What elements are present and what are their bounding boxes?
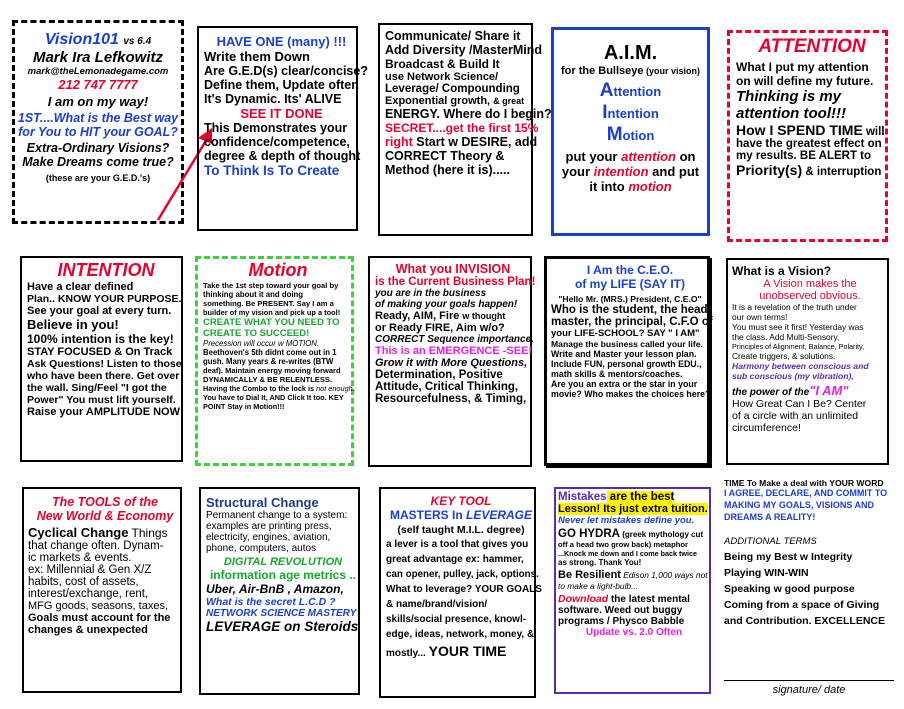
card4-l2b: intention (593, 164, 649, 179)
card7-line14: POINT Stay in Motion!!! (203, 402, 285, 411)
card-what-is-vision (726, 258, 889, 465)
card7-line5: CREATE WHAT YOU NEED TO (203, 317, 340, 328)
card2-line1: Write them Down (204, 49, 310, 64)
card12-line7: Uber, Air-BnB , Amazon, (206, 582, 344, 596)
card1-email: mark@theLemonadegame.com (27, 66, 169, 77)
card7-line10: deaf). Maintain energy moving forward (203, 366, 341, 375)
card4-l3b: motion (628, 179, 672, 194)
card12-line3: electricity, engines, aviation, (206, 532, 331, 543)
card10-line4: the class. Add Multi-Sensory, (732, 332, 840, 342)
card12-title: Structural Change (206, 495, 319, 510)
card3-line8: SECRET....get the first 15% (385, 121, 539, 135)
card5-line1: What I put my attention (736, 60, 869, 74)
card10-red1: A Vision makes the (763, 278, 857, 290)
card10-red2: unobserved obvious. (759, 290, 861, 302)
card13-line1: (self taught M.I.L. degree) (397, 524, 525, 536)
card3-line11: Method (here it is)..... (385, 163, 511, 177)
card7-title: Motion (248, 260, 308, 280)
card6-line10: Power" You must lift yourself. (27, 394, 176, 406)
card6-title: INTENTION (57, 260, 155, 280)
card11-line7: MFG goods, seasons, taxes, (28, 600, 169, 612)
card3-line9b: Start w DESIRE, add (412, 135, 538, 149)
card9-line1: "Hello Mr. (MRS.) President, C.E.O" (558, 294, 702, 304)
card13-line6: & name/brand/vision/ (386, 599, 488, 610)
card3-line2: Add Diversity /MasterMind (385, 43, 542, 57)
card10-line12: circumference! (732, 422, 801, 434)
card15-line3: MAKING MY GOALS, VISIONS AND (724, 500, 875, 510)
card12-line1: Permanent change to a system: (206, 510, 348, 521)
card9-title2: of my LIFE (SAY IT) (574, 277, 685, 291)
card14-line6a: Be Resilient (558, 569, 621, 581)
card11-line5: habits, cost of assets, (28, 576, 139, 588)
card14-line11: Update vs. 2.0 Often (585, 627, 683, 638)
card1-line6: (these are your G.E.D.'s) (45, 173, 151, 183)
card-intention (20, 256, 183, 462)
card14-t2: are the best (606, 491, 675, 503)
card14-t3: Lesson! Its just extra tuition. (558, 503, 708, 515)
card12-line8: What is the secret L.C.D ? (206, 596, 336, 608)
card14-t1: Mistakes (558, 491, 607, 503)
card10-line9a: the power of the (732, 387, 810, 398)
card-communicate (378, 23, 552, 236)
card9-line7: Include FUN, personal growth EDU., (551, 359, 702, 369)
card8-line2: of making your goals happen! (375, 299, 518, 310)
card8-line8: Determination, Positive (375, 369, 503, 381)
card11-line3: ic markets & events. (28, 552, 132, 564)
card3-line1: Communicate/ Share it (385, 29, 521, 43)
card5-line5b: will (862, 126, 885, 138)
card9-line8: math skills & mentors/coaches. (551, 369, 683, 379)
card7-line1: Take the 1st step toward your goal by (203, 281, 339, 290)
card6-line7: Ask Questions! Listen to those (27, 358, 182, 370)
card1-version: vs 6.4 (123, 36, 152, 47)
card2-title: HAVE ONE (many) !!! (216, 34, 347, 49)
signature-label: signature/ date (772, 684, 846, 696)
card14-line4: ...Knock me down and I come back twice (558, 549, 697, 558)
card9-line4: your LIFE-SCHOOL? SAY " I AM" (551, 328, 700, 339)
card14-line1: Never let mistakes define you. (558, 515, 695, 526)
card9-title1: I Am the C.E.O. (586, 263, 674, 277)
card7-line7: Precession will occur w MOTION. (203, 339, 320, 348)
card2-line9: To Think Is To Create (204, 163, 340, 178)
card7-line2: thinking about it and doing (203, 290, 304, 299)
card15-line8: Speaking w good purpose (724, 583, 855, 595)
card1-phone: 212 747 7777 (58, 77, 138, 92)
card5-title: ATTENTION (758, 36, 866, 57)
card2-line7: confidence/competence, (204, 135, 350, 149)
card14-line10: programs / Physco Babble (558, 616, 685, 627)
card3-line7: ENERGY. Where do I begin? (385, 107, 552, 121)
card1-line1: I am on my way! (47, 94, 149, 109)
card13-line9b: YOUR TIME (428, 643, 507, 659)
card10-line6: Create triggers, & solutions. (732, 351, 836, 361)
card12-line4: phone, computers, autos (206, 543, 317, 554)
card-commitment (724, 478, 898, 704)
card2-line2: Are G.E.D(s) clear/concise? (204, 64, 368, 78)
card4-l1b: attention (621, 149, 676, 164)
card2-line6: This Demonstrates your (204, 121, 348, 135)
card8-line3b: w thought (462, 311, 506, 321)
card3-line4: use Network Science/ (385, 71, 499, 83)
card15-line9: Coming from a space of Giving (724, 599, 880, 611)
card5-line3: Thinking is my (736, 88, 842, 105)
card8-line4: or Ready FIRE, Aim w/o? (375, 322, 505, 334)
card8-line10: Resourcefulness, & Timing, (375, 393, 527, 405)
card10-line2: our own terms! (732, 312, 788, 322)
card3-line3: Broadcast & Build It (385, 57, 500, 71)
card1-line4: Extra-Ordinary Visions? (26, 141, 170, 155)
card7-line4: builder of my vision and pick up a tool! (203, 308, 341, 317)
card5-line8b: & interruption (802, 166, 882, 178)
card13-line9a: mostly... (386, 648, 429, 659)
card11-line9: changes & unexpected (28, 624, 148, 636)
card14-line6b: Edison 1,000 ways not (620, 570, 708, 580)
card-motion (195, 256, 354, 466)
card12-line10: LEVERAGE on Steroids (206, 619, 359, 634)
card4-i-rest: ntention (607, 106, 659, 121)
card-mistakes (554, 487, 711, 694)
card13-title1: KEY TOOL (430, 494, 492, 508)
card3-line6b: & great (493, 96, 525, 106)
card6-line4: Believe in you! (27, 317, 119, 332)
card10-line10: How Great Can I Be? Center (732, 398, 867, 410)
card10-line11: of a circle with an unlimited (732, 410, 859, 422)
card7-line9: gush. Many years & re-writes (BTW (203, 357, 334, 366)
card2-line8: degree & depth of thought (204, 149, 361, 163)
card1-title: Vision101 (44, 31, 119, 48)
card14-line7: to make a light-bulb... (558, 581, 639, 591)
card4-a-initial: A (599, 80, 614, 101)
card-attention (727, 30, 888, 242)
card2-line3: Define them, Update often (204, 78, 359, 92)
card9-line2: Who is the student, the head (551, 304, 708, 316)
card11-line1b: Things (128, 526, 168, 540)
card13-line5: What to leverage? YOUR GOALS (386, 584, 542, 595)
card7-line6: CREATE TO SUCCEED! (203, 328, 310, 339)
card11-line4: ex: Millennial & Gen X/Z (28, 564, 152, 576)
card15-line5: ADDITIONAL TERMS (724, 536, 817, 547)
card11-line6: interest/exchange, rent, (28, 588, 149, 600)
card8-line1: you are in the business (375, 288, 487, 299)
card3-line6a: Exponential growth, (385, 95, 494, 107)
card13-line4: can opener, pulley, jack, options. (386, 569, 539, 580)
card7-line13: You have to Dial It, AND Click It too. KEY (203, 393, 344, 402)
card6-line6: STAY FOCUSED & On Track (27, 346, 173, 358)
card13-title2b: LEVERAGE (466, 508, 533, 522)
card5-line8a: Priority(s) (736, 162, 803, 178)
card1-author: Mark Ira Lefkowitz (32, 49, 164, 66)
card3-line10: CORRECT Theory & (385, 149, 505, 163)
card15-line1: TIME To Make a deal with YOUR WORD (724, 478, 884, 488)
card4-l1a: put your (565, 149, 622, 164)
card13-line2: a lever is a tool that gives you (386, 539, 529, 550)
card14-line2b: (greek mythology cut (619, 530, 704, 539)
card12-line6: information age metrics .. (209, 568, 357, 582)
card3-line9a: right (385, 135, 413, 149)
card1-line5: Make Dreams come true? (22, 155, 174, 169)
card3-line5: Leverage/ Compounding (385, 83, 520, 95)
card9-line10: movie? Who makes the choices here? (551, 389, 711, 399)
card5-line2: on will define my future. (736, 74, 874, 88)
card14-line8a: Download (558, 593, 609, 605)
card11-line1a: Cyclical Change (28, 525, 129, 540)
card13-title2a: MASTERS In (389, 508, 466, 522)
card8-line5: CORRECT Sequence importance. (375, 334, 534, 345)
card15-line6: Being my Best w Integrity (724, 551, 853, 563)
card12-line9: NETWORK SCIENCE MASTERY (206, 608, 357, 619)
card6-line5: 100% intention is the key! (27, 332, 174, 346)
card9-line9: Are you an extra or the star in your (551, 379, 698, 389)
card8-line3a: Ready, AIM, Fire (375, 310, 463, 322)
card10-title: What is a Vision? (732, 264, 832, 278)
card1-line3: for You to HIT your GOAL? (18, 125, 178, 139)
card8-line7: Grow it with More Questions, (375, 357, 528, 369)
card6-line9: the wall. Sing/Feel "I got the (27, 382, 167, 394)
card2-line5: SEE IT DONE (240, 106, 323, 121)
card12-line2: examples are printing press, (206, 521, 332, 532)
card14-line9: software. Weed out buggy (558, 605, 683, 616)
card4-l1c: on (676, 149, 696, 164)
card5-line6: have the greatest effect on (736, 138, 882, 150)
card6-line3: See your goal at every turn. (27, 305, 172, 317)
card10-line7: Harmony between conscious and (732, 361, 869, 371)
card-have-one (197, 26, 368, 231)
card-invision (368, 256, 536, 467)
card6-line8: who have been there. Get over (27, 370, 180, 382)
card15-line2: I AGREE, DECLARE, AND COMMIT TO (724, 488, 888, 498)
card7-line8: Beethoven's 5th didnt come out in 1 (203, 348, 337, 357)
card10-line8: sub conscious (my vibration), (732, 371, 854, 381)
card4-l2a: your (561, 164, 594, 179)
card11-title2: New World & Economy (36, 509, 174, 523)
card15-line10: and Contribution. EXCELLENCE (724, 615, 885, 627)
card-structural-change (199, 487, 360, 695)
card2-line4: It's Dynamic. Its' ALIVE (204, 92, 342, 106)
card15-line4: DREAMS A REALITY! (724, 512, 816, 522)
signature-line[interactable] (724, 680, 894, 681)
card1-line2: 1ST....What is the Best way (17, 111, 179, 125)
card4-m-initial: M (606, 124, 623, 145)
card-tools (22, 487, 182, 693)
card7-line12c: . (352, 384, 355, 393)
card6-line2: Plan.. KNOW YOUR PURPOSE. (27, 293, 182, 305)
card4-l3a: it into (589, 179, 629, 194)
card-key-tool (379, 487, 542, 698)
card5-line4: attention tool!!! (736, 105, 846, 122)
card13-line3: great advantage ex: hammer, (386, 554, 524, 565)
card6-line11: Raise your AMPLITUDE NOW (27, 406, 180, 418)
card4-l2c: and put (648, 164, 700, 179)
card10-line3: You must see it first! Yesterday was (732, 322, 864, 332)
card10-line9b: "I AM" (809, 383, 849, 398)
card-aim (551, 27, 710, 236)
card7-line11: DYNAMICALLY & BE RELENTLESS. (203, 375, 333, 384)
card4-m-rest: otion (622, 128, 655, 143)
card7-line12b: not enough (316, 384, 353, 393)
card11-title1: The TOOLS of the (51, 495, 159, 509)
card4-sub-b: (your vision) (643, 66, 701, 76)
card11-line2: that change often. Dynam- (28, 540, 164, 552)
card13-line7: skills/social presence, knowl- (386, 614, 527, 625)
card7-line3: something. Be PRESENT. Say I am a (203, 299, 334, 308)
card15-line7: Playing WIN-WIN (724, 567, 809, 579)
card4-title: A.I.M. (603, 42, 658, 64)
card14-line3: off a head two grow back) metaphor (558, 540, 688, 549)
card11-line8: Goals must account for the (28, 612, 171, 624)
card9-line5: Manage the business called your life. (551, 339, 703, 349)
card4-i-initial: I (602, 102, 608, 123)
card-ceo (544, 256, 713, 466)
card4-a-rest: ttention (613, 84, 662, 99)
card6-line1: Have a clear defined (27, 281, 134, 293)
card5-line7: my results. BE ALERT to (736, 150, 872, 162)
card12-line5: DIGITAL REVOLUTION (223, 556, 343, 568)
card14-line2a: GO HYDRA (558, 528, 620, 540)
card10-line5: Principles of Alignment, Balance, Polarity, (732, 342, 865, 351)
card7-line12a: Having the Combo to the lock is (203, 384, 317, 393)
card10-line1: It is a revelation of the truth under (732, 302, 857, 312)
card5-line5a: How I SPEND TIME (736, 122, 863, 138)
card9-line6: Write and Master your lesson plan. (551, 349, 697, 359)
card8-line6: This is an EMERGENCE -SEE! (375, 345, 533, 357)
card14-line5: as strong. Thank You! (558, 558, 642, 567)
card8-title1: What you INVISION (395, 262, 511, 276)
card14-line8b: the latest mental (608, 594, 690, 605)
card9-line3: master, the principal, C.F.O of (551, 316, 713, 328)
card4-sub-a: for the Bullseye (560, 65, 644, 77)
card13-line8: edge, ideas, network, money, & (386, 629, 535, 640)
card8-title2: is the Current Business Plan! (375, 276, 536, 288)
card8-line9: Attitude, Critical Thinking, (375, 381, 519, 393)
